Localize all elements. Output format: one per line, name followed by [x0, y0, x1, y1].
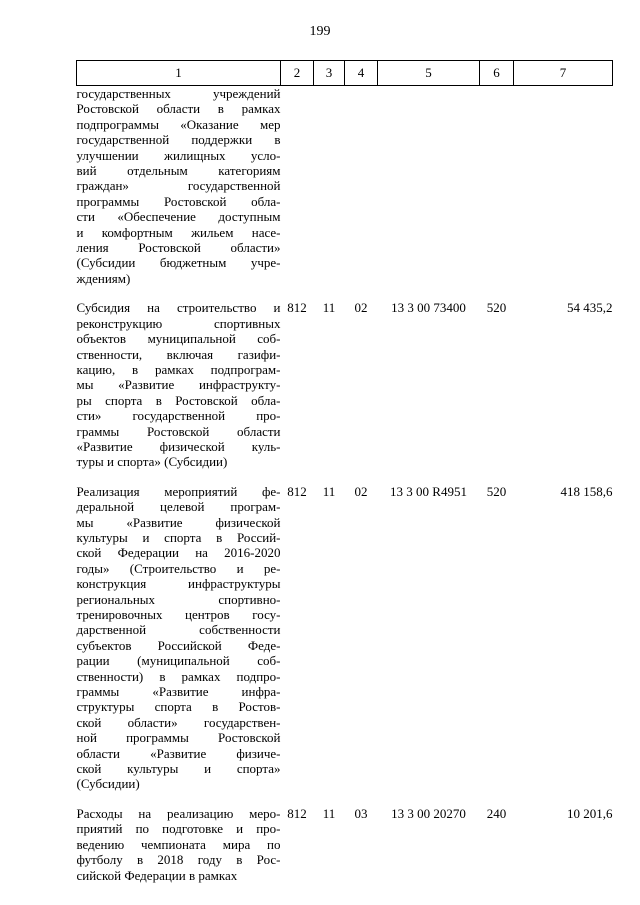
description-line: мы «Развитие инфраструкту-: [76, 377, 281, 393]
description-line: ной программы Ростовской: [76, 730, 281, 746]
description-line: вий отдельным категориям: [76, 163, 281, 179]
description-line: сти «Обеспечение доступным: [76, 209, 281, 225]
expense-type-cell: 520: [486, 483, 507, 499]
expense-type-cell: [480, 86, 514, 287]
description-line: улучшении жилищных усло-: [76, 147, 281, 163]
amount-cell: 54 435,2: [567, 300, 613, 316]
page-number: 199: [309, 24, 331, 39]
description-line: деральной целевой програм-: [76, 499, 281, 515]
description-line: ственности, включая газифи-: [76, 346, 281, 362]
table-row: [77, 86, 613, 287]
description-line: Реализация мероприятий фе-: [76, 483, 281, 499]
description-line: субъектов Российской Феде-: [76, 637, 281, 653]
description-line: ления Ростовской области»: [76, 240, 281, 256]
row-spacer: [77, 286, 613, 300]
description-line: ственности) в рамках подпро-: [76, 668, 281, 684]
target-article-cell: 13 3 00 73400: [391, 300, 466, 316]
description-line: мы «Развитие физической: [76, 514, 281, 530]
description-line: объектов муниципальной соб-: [76, 331, 281, 347]
description-line: Ростовской области в рамках: [76, 101, 281, 117]
description-line: «Развитие физической куль-: [76, 438, 281, 454]
description-line: (Субсидии бюджетным учре-: [76, 255, 281, 271]
description-line: граммы Ростовской области: [76, 423, 281, 439]
ministry-code-cell: 812: [287, 805, 307, 821]
amount-cell: 10 201,6: [567, 805, 613, 821]
subsection-code-cell: 02: [354, 483, 368, 499]
expense-type-cell: 520: [486, 300, 507, 316]
description-line: ведению чемпионата мира по: [76, 836, 281, 852]
column-header-row: [77, 61, 613, 86]
description-line: государственных учреждений: [76, 86, 281, 101]
section-code-cell: [314, 86, 345, 287]
row-spacer: [77, 792, 613, 806]
description-line: области «Развитие физиче-: [76, 745, 281, 761]
subsection-code-cell: [345, 86, 378, 287]
expense-type-cell: 240: [486, 805, 507, 821]
column-header: 3: [314, 61, 345, 86]
description-line: структуры спорта в Ростов-: [76, 699, 281, 715]
description-line: кацию, в рамках подпрограм-: [76, 361, 281, 377]
description-cell: [77, 806, 281, 883]
description-cell: [77, 300, 281, 469]
section-code-cell: 11: [322, 300, 336, 316]
description-line: футболу в 2018 году в Рос-: [76, 852, 281, 868]
description-line: приятий по подготовке и про-: [76, 821, 281, 837]
description-line: ской культуры и спорта»: [76, 761, 281, 777]
description-line: ры спорта в Ростовской обла-: [76, 392, 281, 408]
table-body: [77, 86, 613, 883]
description-line: программы Ростовской обла-: [76, 193, 281, 209]
description-line: тренировочных центров госу-: [76, 607, 281, 622]
description-line: (Субсидии): [76, 776, 140, 792]
column-header: 5: [378, 61, 480, 86]
column-header: 1: [77, 61, 281, 86]
description-line: граждан» государственной: [76, 178, 281, 194]
description-line: реконструкцию спортивных: [76, 315, 281, 331]
target-article-cell: 13 3 00 R4951: [390, 483, 467, 499]
amount-cell: [514, 86, 613, 287]
table-row: [77, 484, 613, 792]
description-line: рации (муниципальной соб-: [76, 653, 281, 669]
description-line: конструкция инфраструктуры: [76, 576, 281, 592]
amount-cell: 418 158,6: [560, 483, 613, 499]
description-line: дарственной собственности: [76, 622, 281, 638]
column-header: 6: [480, 61, 514, 86]
description-cell: [77, 86, 281, 287]
description-line: государственной поддержки в: [76, 132, 281, 148]
table-row: [77, 806, 613, 883]
column-header: 2: [281, 61, 314, 86]
ministry-code-cell: 812: [287, 483, 307, 499]
description-line: граммы «Развитие инфра-: [76, 684, 281, 700]
description-line: ской Федерации на 2016-2020: [76, 545, 281, 561]
description-line: подпрограммы «Оказание мер: [76, 116, 281, 132]
ministry-code-cell: [281, 86, 314, 287]
table-row: [77, 300, 613, 469]
description-line: и комфортным жильем насе-: [76, 224, 281, 240]
ministry-code-cell: 812: [287, 300, 307, 316]
section-code-cell: 11: [322, 805, 336, 821]
description-cell: [77, 484, 281, 792]
row-spacer: [77, 470, 613, 484]
description-line: сти» государственной про-: [76, 408, 281, 424]
description-line: ской области» государствен-: [76, 714, 281, 730]
column-header: 7: [514, 61, 613, 86]
description-line: ждениям): [76, 270, 131, 286]
section-code-cell: 11: [322, 483, 336, 499]
target-article-cell: 13 3 00 20270: [391, 805, 466, 821]
description-line: годы» (Строительство и ре-: [76, 560, 281, 576]
subsection-code-cell: 02: [354, 300, 368, 316]
description-line: сийской Федерации в рамках: [76, 867, 238, 883]
description-line: культуры и спорта в Россий-: [76, 529, 281, 545]
description-line: региональных спортивно-: [76, 591, 281, 607]
description-line: Расходы на реализацию меро-: [76, 805, 281, 821]
description-line: туры и спорта» (Субсидии): [76, 454, 228, 470]
subsection-code-cell: 03: [354, 805, 368, 821]
budget-table: [76, 60, 613, 883]
target-article-cell: [378, 86, 480, 287]
description-line: Субсидия на строительство и: [76, 300, 281, 316]
column-header: 4: [345, 61, 378, 86]
